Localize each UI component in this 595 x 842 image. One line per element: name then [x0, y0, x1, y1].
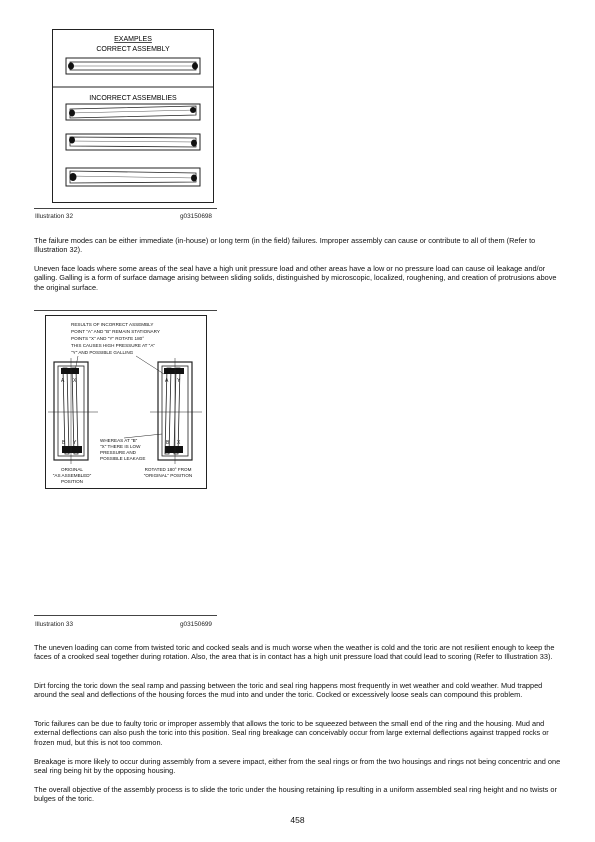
whereas-note-line: WHEREAS AT "B" — [100, 438, 138, 443]
illustration-32-figure — [52, 29, 214, 203]
correct-seal-drawing — [66, 58, 200, 74]
point-b-label: B — [62, 440, 66, 446]
body-paragraph: The overall objective of the assembly process is to slide the toric under the housing retaining lip resulting in a uniform assembled seal ring height and no twists or bulges of the toric. — [34, 785, 557, 804]
point-b-label: B — [166, 440, 170, 446]
caption-rule — [34, 208, 217, 209]
left-caption-line: POSITION — [61, 479, 83, 484]
illustration-32-label: Illustration 32 — [35, 213, 74, 220]
body-paragraph: Dirt forcing the toric down the seal ramp and passing between the toric and seal ring happens most frequently in wet weather and cold weather. Mud trapped around the seal and deflections of the housing forces the mud into and under the toric. Cocked or excessively loose seals can compound this problem. — [34, 681, 543, 700]
note-line: "Y" AND POSSIBLE GALLING — [71, 350, 134, 355]
incorrect-seal-drawing — [66, 134, 200, 150]
caption-rule — [34, 310, 217, 311]
whereas-note-line: "X" THERE IS LOW — [100, 444, 141, 449]
note-line: POINT "A" AND "B" REMAIN STATIONARY — [71, 329, 160, 334]
examples-title: EXAMPLES — [114, 36, 152, 43]
whereas-note-line: PRESSURE AND — [100, 450, 136, 455]
caption-rule — [34, 615, 217, 616]
page-number: 458 — [290, 815, 305, 825]
point-a-label: A — [61, 378, 65, 384]
incorrect-seal-drawing — [66, 168, 200, 186]
left-caption-line: "AS ASSEMBLED" — [52, 473, 92, 478]
point-y-label: Y — [177, 378, 181, 384]
point-x-label: X — [73, 378, 77, 384]
original-position-seal — [48, 358, 98, 464]
incorrect-assembly-results-drawing — [46, 316, 206, 488]
illustration-33-figure — [45, 315, 207, 489]
left-caption-line: ORIGINAL — [61, 467, 83, 472]
body-paragraph: The failure modes can be either immediate (in-house) or long term (in the field) failures. Improper assembly can cause or contribute to all of them (Refer to Illustration 32). — [34, 236, 536, 255]
incorrect-assemblies-label: INCORRECT ASSEMBLIES — [89, 95, 177, 102]
incorrect-seal-drawing — [66, 104, 200, 120]
point-y-label: Y — [73, 440, 77, 446]
rotated-position-seal — [150, 358, 202, 464]
point-a-label: A — [165, 378, 169, 384]
right-caption-line: ROTATED 180° FROM — [144, 467, 192, 472]
body-paragraph: Uneven face loads where some areas of the seal have a high unit pressure load and other areas have a low or no pressure load can cause oil leakage and/or galling. Galling is a form of surface damage arising between sliding solids, distinguished by microscopic, localized, roughening, and creation of protrusions above the original surface. — [34, 264, 557, 292]
body-paragraph: Toric failures can be due to faulty toric or improper assembly that allows the toric to be squeezed between the small end of the ring and the housing. Mud and external deflections can also push the toric into this position. Seal ring breakage can conceivably occur from large external deflections against trapped rocks or frozen mud, but this is not too common. — [34, 719, 549, 747]
point-x-label: X — [177, 440, 181, 446]
right-caption-line: "ORIGINAL" POSITION — [143, 473, 193, 478]
whereas-note-line: POSSIBLE LEAKAGE — [100, 456, 146, 461]
seal-assembly-examples-drawing — [53, 30, 213, 202]
body-paragraph: Breakage is more likely to occur during assembly from a severe impact, either from the seal rings or from the two housings and rings not being concentric and one seal ring being hit by the opposing housing. — [34, 757, 561, 776]
body-paragraph: The uneven loading can come from twisted toric and cocked seals and is much worse when the weather is cold and the toric are not resilient enough to keep the faces of a crooked seal together during rotation. Also, the area that is in contact has a high unit pressure load that could lead to scoring (Refer to Illustration 33). — [34, 643, 555, 662]
illustration-32-code: g03150698 — [180, 213, 212, 220]
note-line: THIS CAUSES HIGH PRESSURE AT "A" — [71, 343, 156, 348]
note-line: RESULTS OF INCORRECT ASSEMBLY — [71, 322, 154, 327]
illustration-33-code: g03150699 — [180, 621, 212, 628]
illustration-33-label: Illustration 33 — [35, 621, 74, 628]
correct-assembly-label: CORRECT ASSEMBLY — [96, 46, 170, 53]
note-line: POINTS "X" AND "Y" ROTATE 180° — [71, 336, 145, 341]
